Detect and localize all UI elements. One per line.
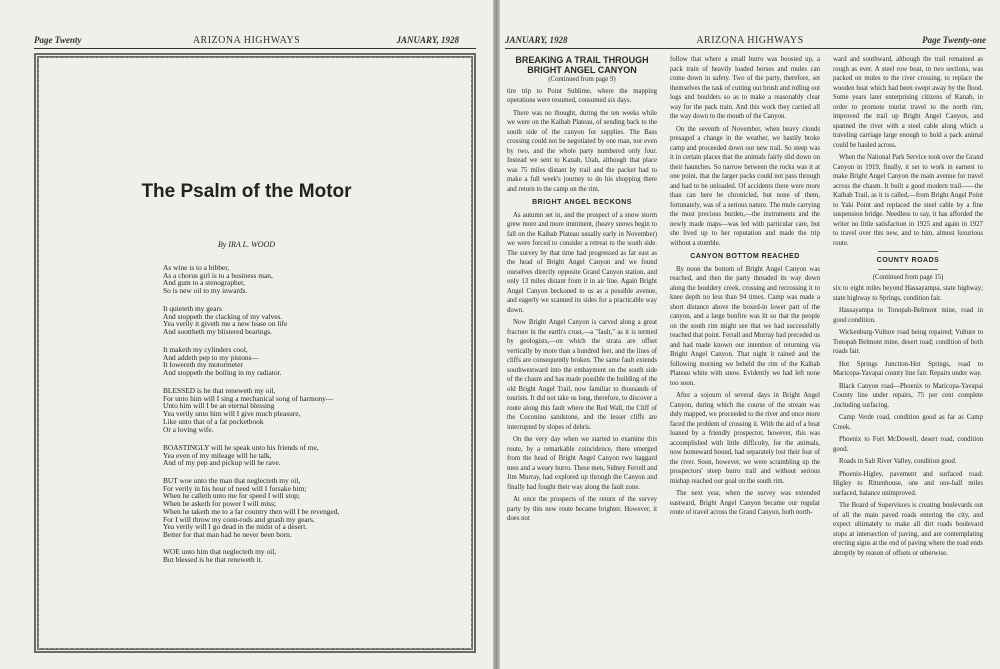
page-number-left: Page Twenty bbox=[34, 35, 82, 45]
poem-stanza bbox=[163, 477, 339, 539]
paragraph: Phoenix-Higley, pavement and surfaced road; Higley to Rittenhouse, one and one-half miles surfaced, balance unimproved. bbox=[833, 470, 983, 497]
poem-line: So is new oil to my inwards. bbox=[163, 286, 248, 296]
poem-line: And stoppeth the boiling in my radiator. bbox=[163, 368, 282, 378]
poem-line: When he calleth unto me for speed I will stop; bbox=[163, 491, 300, 501]
poem-line: And addeth pep to my pistons— bbox=[163, 352, 259, 362]
paragraph: Now Bright Angel Canyon is carved along a great fracture in the earth's crust,—a "fault," as it is termed by geologists,—on which the strata are offset vertically by more than a hundred feet, and the lines of cliffs are consequently broken. The same fault extends southwestward into the embayment on the south side of the chasm and has made possible the building of the old Bright Angel Trail, now familiar to thousands of tourists. It did not take us long, therefore, to discover a route along this fault where the Red Wall, the Cliff of the Coconino sandstone, and the lesser cliffs are interrupted by slopes of debris. bbox=[507, 319, 657, 431]
poem-line: Better for that man had he never been born. bbox=[163, 529, 292, 539]
poem-line: As a chorus girl is to a business man, bbox=[163, 270, 273, 280]
poem-line: Unto him will I be an eternal blessing bbox=[163, 401, 275, 411]
paragraph: Hot Springs Junction-Hot Springs, road to Maricopa-Yavapai county line fair. Repairs under way. bbox=[833, 360, 983, 377]
article-column-1 bbox=[507, 55, 657, 527]
paragraph: six to eight miles beyond Hassayampa, state highway; state highway to Springs, condition fair. bbox=[833, 285, 983, 302]
paragraph: ward and southward, although the trail remained as rough as ever. A steel row boat, in two sections, was packed on mules to the river crossing, to replace the wooden boat which had been swept away by the flood. Some years later enterprising citizens of Kanab, in order to promote tourist travel to the north rim, improved the trail up Bright Angel Canyon, and spanned the river with a steel cable along which a traveling carriage large enough to hold a pack animal could be hauled across. bbox=[833, 56, 983, 149]
paragraph: After a sojourn of several days in Bright Angel Canyon, during which the course of the stream was duly mapped, we proceeded to the river and once more faced the problem of crossing it. With the aid of a boat loaned by a friendly prospector, however, this was accomplished with little difficulty, for the animals, now homeward bound, had separately lost their fear of the river. Soon, however, we were scrambling up the prospectors' steep burro trail and without serious mishap reached our goal on the south rim. bbox=[670, 392, 820, 485]
paragraph: Camp Verde road, condition good as far as Camp Creek. bbox=[833, 414, 983, 431]
paragraph: The next year, when the survey was extended eastward, Bright Angel Canyon became our regular route of travel across the Grand Canyon, both north- bbox=[670, 490, 820, 516]
paragraph: At once the prospects of the return of the survey party by this new route became brighter. However, it does not bbox=[507, 496, 657, 522]
poem-stanza bbox=[163, 548, 276, 563]
poem-stanza bbox=[163, 346, 281, 377]
paragraph: tire trip to Point Sublime, where the mapping operations were resumed, consumed six days. bbox=[507, 87, 657, 104]
paragraph: Roads in Salt River Valley, condition good. bbox=[839, 458, 957, 465]
section-subhead: BRIGHT ANGEL BECKONS bbox=[532, 199, 632, 206]
paragraph: Phoenix to Fort McDowell, desert road, condition good. bbox=[833, 436, 983, 453]
issue-date-right: JANUARY, 1928 bbox=[505, 35, 568, 45]
continued-note: (Continued from page 15) bbox=[872, 273, 944, 281]
poem-line: BLESSED is he that reneweth my oil, bbox=[163, 386, 276, 395]
section-divider bbox=[878, 269, 938, 270]
paragraph: By noon the bottom of Bright Angel Canyon was reached, and then the party threaded its way down along the bouldery creek, crossing and recrossing it to knee depth no less than 94 times. Camp was made a short distance above the boxed-in lower part of the canyon, and a large bonfire was lit so that the people on the south rim might see that we had successfully reached that point. Ferrall and Murray had preceded us and had made known our intention of returning via Bright Angel Canyon. That night it rained and the following morning we beheld the rim of the Kaibab Plateau white with snow. Evidently we had left none too soon. bbox=[670, 265, 820, 387]
section-divider bbox=[878, 251, 938, 252]
poem-stanza bbox=[163, 305, 287, 336]
paragraph: Wickenburg-Vulture road being repaired; Vulture to Tonopah Belmont mine, desert road; condition of both roads fair. bbox=[833, 329, 983, 355]
paragraph: Black Canyon road—Phoenix to Maricopa-Yavapai County line under repairs, 75 per cent complete ,including surfacing. bbox=[833, 382, 983, 409]
poem-line: When he asketh for power I will miss; bbox=[163, 499, 277, 509]
poem-line: Yea verily unto him will I give much pleasure, bbox=[163, 409, 301, 419]
poem-stanza bbox=[163, 444, 319, 467]
paragraph: follow that where a small burro was boosted up, a pack train of heavily loaded horses and mules can come down in safety. Two of the party, therefore, set themselves the task of cutting out brush and rolling out logs and boulders so as to make a reasonably clear way for the pack train. And this work they carried all the way down to the mouth of the Canyon. bbox=[670, 56, 820, 120]
poem-line: Yea verily will I go dead in the midst of a desert. bbox=[163, 522, 308, 532]
poem-line: Or a loving wife. bbox=[163, 424, 214, 434]
right-page bbox=[500, 0, 1000, 669]
poem-line: For I will throw my conn-rods and gnash my gears. bbox=[163, 514, 315, 524]
continued-note: (Continued from page 9) bbox=[548, 76, 616, 83]
poem-line: And soottheth my blistered bearings. bbox=[163, 327, 272, 337]
paragraph: There was no thought, during the ten weeks while we were on the Kaibab Plateau, of sending back to the south side of the canyon for supplies. The Bass crossing could not be negotiated by one man, nor even by two, and the whole party numbered only four. Instead we sent to Kanab, Utah, although that place was 75 miles distant by trail and the packer had to make a full week's journey to do his shopping there and return to the camp on the rim. bbox=[507, 109, 657, 193]
poem-line: And of my pep and pickup will he rave. bbox=[163, 458, 281, 468]
poem-line: For verily in his hour of need will I forsake him; bbox=[163, 483, 307, 493]
poem-line: As wine is to a bibber, bbox=[163, 263, 230, 272]
poem-stanza bbox=[163, 387, 333, 433]
left-page bbox=[0, 0, 493, 669]
poem-line: BOASTINGLY will he speak unto his friends of me, bbox=[163, 443, 319, 452]
magazine-title-left: ARIZONA HIGHWAYS bbox=[192, 35, 301, 46]
poem-title: The Psalm of the Motor bbox=[141, 181, 352, 202]
paragraph: Hassayampa to Tonopah-Belmont mine, road in good condition. bbox=[833, 307, 983, 324]
book-gutter bbox=[493, 0, 500, 669]
section-headline: COUNTY ROADS bbox=[876, 257, 940, 264]
poem-line: When he taketh me to a far country then will I be revenged, bbox=[163, 506, 340, 516]
article-column-2 bbox=[670, 55, 820, 521]
poem-line: BUT woe unto the man that neglecteth my oil, bbox=[163, 476, 301, 485]
poem-line: It lowereth my motormeter bbox=[163, 360, 243, 370]
header-rule-left bbox=[34, 48, 476, 49]
poem-line: Yea verily it giveth me a new lease on life bbox=[163, 319, 288, 329]
poem-line: Like unto that of a fat pocketbook bbox=[163, 416, 264, 426]
poem-line: It quieteth my gears bbox=[163, 304, 222, 313]
magazine-title-right: ARIZONA HIGHWAYS bbox=[696, 35, 804, 46]
article-headline: BREAKING A TRAIL THROUGH BRIGHT ANGEL CANYON bbox=[515, 55, 649, 75]
poem-line: And gum to a stenographer, bbox=[163, 278, 246, 288]
paragraph: On the seventh of November, when heavy clouds presaged a change in the weather, we hastily broke camp and proceeded down our new trail. So steep was it in certain places that the animals fairly slid down on their haunches. So narrow between the rocks was it at one point, that the larger packs could not pass through and had to be unloaded. Of accidents there were more than can here be chronicled, but none of them, fortunately, was of a serious nature. The mule carrying the most precious burden,—the instruments and the newly made maps—was led with particular care, but she lived up to her reputation and made the trip without a stumble. bbox=[670, 125, 820, 247]
section-subhead: CANYON BOTTOM REACHED bbox=[690, 253, 800, 260]
paragraph: The Board of Supervisors is creating boulevards out of all the main paved roads entering the city, and expect ultimately to make all dirt roads boulevard stops at intersection of paving, and are contemplating erecting signs at the end of paving where the road ends abruptly by reason of offsets or otherwise. bbox=[833, 502, 983, 557]
poem-byline: By IRA L. WOOD bbox=[217, 240, 276, 249]
header-rule-right bbox=[505, 48, 986, 49]
poem-line: For unto him will I sing a mechanical song of harmony— bbox=[163, 393, 334, 403]
poem-stanza bbox=[163, 264, 273, 295]
poem-line: It maketh my cylinders cool, bbox=[163, 345, 248, 354]
poem-line: And stoppeth the clacking of my valves. bbox=[163, 311, 283, 321]
paragraph: When the National Park Service took over the Grand Canyon in 1919, finally, it set to work in earnest to make Bright Angel Canyon the main avenue for travel across the chasm. It built a good modern trail——the Kaibab Trail, as it is called,—from Bright Angel Point to Yaki Point and replaced the steel cable by a fine suspension bridge. Needless to say, it has afforded the writer no little satisfaction in 1925 and again in 1927 to travel over this new, and to him, almost luxurious route. bbox=[833, 154, 983, 247]
poem-line: Yea even of my mileage will he talk, bbox=[163, 450, 272, 460]
article-column-3 bbox=[833, 55, 983, 561]
paragraph: As autumn set in, and the prospect of a snow storm grew more and more imminent, (heavy snows begin to fall on the Kaibab Plateau usually early in November) we were forced to consider a retreat to the south side. The survey by that time had progressed as far east as the head of Bright Angel Canyon and we found ourselves directly opposite Grand Canyon station, and only 13 miles distant from it in air line. Again Bright Angel Canyon beckoned to us as a possible avenue, and eagerly we scanned its sides for a practicable way down. bbox=[507, 211, 657, 314]
poem-line: But blessed is he that reneweth it. bbox=[163, 554, 263, 564]
issue-date-left: JANUARY, 1928 bbox=[396, 35, 459, 45]
page-number-right: Page Twenty-one bbox=[922, 35, 986, 45]
paragraph: On the very day when we started to examine this route, by a remarkable coincidence, there emerged from the head of Bright Angel Canyon two haggard men and a weary burro. These men, Sidney Ferrell and Jim Murray, had explored up through the Canyon and finally had fought their way along the fault zone. bbox=[507, 436, 657, 491]
poem-line: WOE unto him that neglecteth my oil, bbox=[163, 547, 277, 556]
